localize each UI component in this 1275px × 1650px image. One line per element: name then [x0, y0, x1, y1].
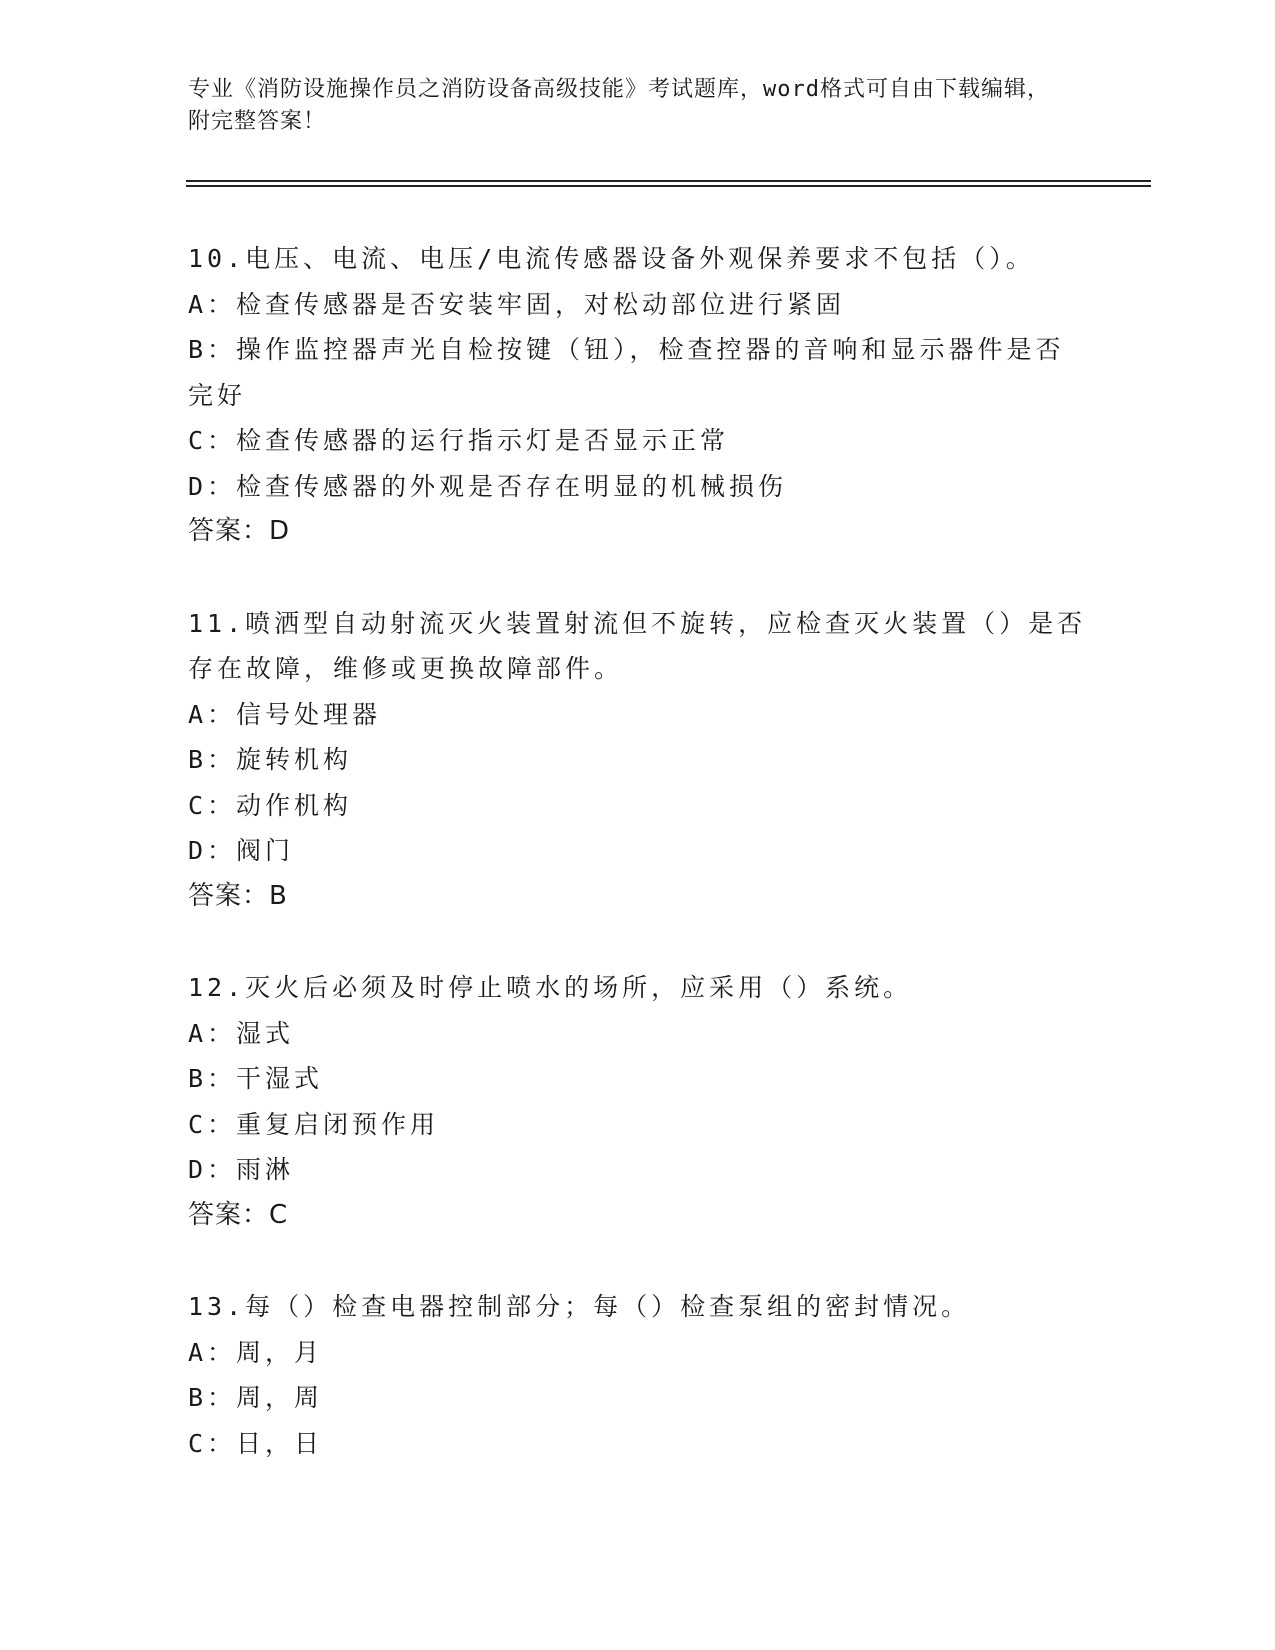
question-11	[188, 601, 1088, 920]
option-c: C：动作机构	[188, 790, 353, 820]
option-a: A：湿式	[188, 1018, 295, 1048]
question-10	[188, 236, 1088, 555]
option-c: C：检查传感器的运行指示灯是否显示正常	[188, 426, 730, 455]
option-d: D：检查传感器的外观是否存在明显的机械损伤	[188, 471, 788, 501]
header-rule-top	[186, 180, 1151, 182]
option-b: B：周，周	[188, 1383, 324, 1412]
option-c: C：重复启闭预作用	[188, 1109, 440, 1139]
option-b: B：干湿式	[188, 1064, 324, 1093]
question-list	[188, 236, 1088, 1512]
question-12	[188, 965, 1088, 1238]
option-d: D：阀门	[188, 836, 295, 865]
option-a: A：周，月	[188, 1337, 324, 1367]
option-c: C：日，日	[188, 1428, 324, 1458]
question-stem: 10.电压、电流、电压/电流传感器设备外观保养要求不包括（）。	[188, 244, 1035, 273]
answer: 答案：B	[188, 880, 288, 911]
answer: 答案：D	[188, 516, 291, 546]
option-b: B：旋转机构	[188, 745, 353, 774]
question-13	[188, 1284, 1088, 1466]
answer: 答案：C	[188, 1199, 289, 1230]
document-header: 专业《消防设施操作员之消防设备高级技能》考试题库，word格式可自由下载编辑，附完整答案！	[188, 77, 1050, 134]
header-rule-bottom	[186, 185, 1151, 187]
option-a: A：信号处理器	[188, 699, 382, 729]
option-b: B：操作监控器声光自检按键（钮），检查控器的音响和显示器件是否完好	[188, 335, 1065, 410]
option-d: D：雨淋	[188, 1155, 295, 1184]
question-stem: 12.灭火后必须及时停止喷水的场所，应采用（）系统。	[188, 973, 913, 1002]
question-stem: 13.每（）检查电器控制部分；每（）检查泵组的密封情况。	[188, 1292, 971, 1321]
question-stem: 11.喷洒型自动射流灭火装置射流但不旋转，应检查灭火装置（）是否存在故障，维修或更换故障部件。	[188, 608, 1087, 683]
option-a: A：检查传感器是否安装牢固，对松动部位进行紧固	[188, 289, 846, 319]
